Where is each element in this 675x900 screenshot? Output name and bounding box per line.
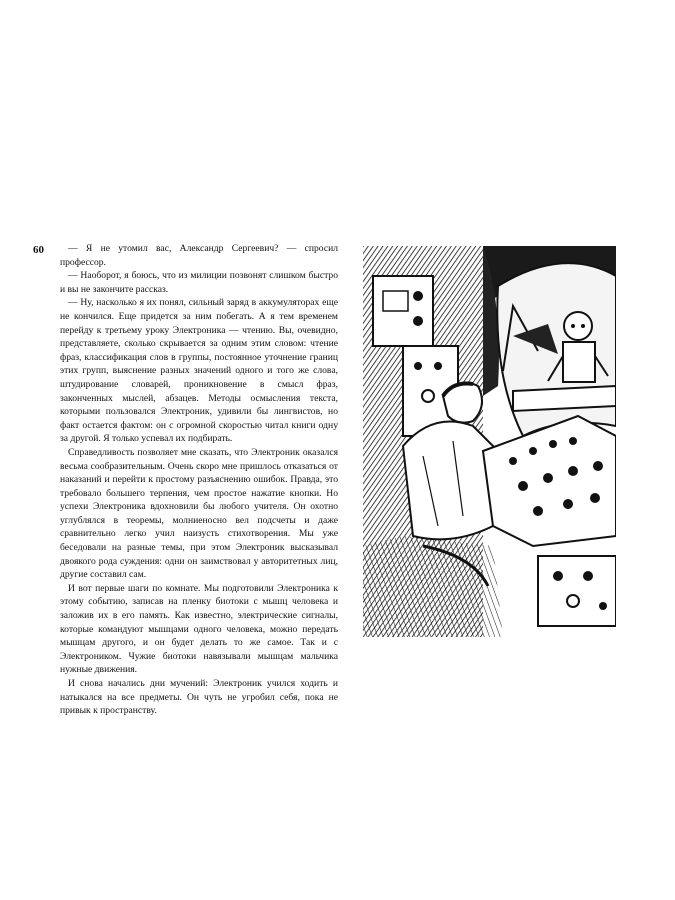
laboratory-scene-drawing	[363, 246, 616, 637]
illustration-engraving	[363, 246, 616, 637]
page-number: 60	[33, 244, 44, 256]
paragraph: — Я не утомил вас, Александр Сергеевич? — спросил профессор.	[60, 243, 338, 268]
paragraph: И вот первые шаги по комнате. Мы подготовили Электроника к этому событию, записав на пленку биотоки с мышц человека и заложив их в его память. Как известно, электрические сигналы, которые командуют мышцами одного человека, можно передать мышцам другого, и он будет делать то же самое. Так и с Электроником. Чужие биотоки навязывали мышцам мальчика нужные движения.	[60, 582, 338, 676]
text-column	[60, 242, 338, 718]
paragraph: И снова начались дни мучений: Электроник учился ходить и натыкался на все предметы. Он чуть не угробил себя, пока не привык к пространству.	[60, 678, 338, 717]
paragraph: Справедливость позволяет мне сказать, что Электроник оказался весьма сообразительным. Очень скоро мне пришлось отказаться от наказаний и перейти к простому разъяснению ошибок. Правда, это требовало большего терпения, чем простое нажатие кнопки. Но успехи Электроника вдохновили бы любого учителя. Он охотно углублялся в теоремы, молниеносно вел подсчеты и даже сравнительно легко учил наизусть стихотворения. Мы уже беседовали на разные темы, при этом Электроник высказывал двоякого рода суждения: одни он заимствовал у авторитетных лиц, другие составил сам.	[60, 446, 338, 581]
paragraph: — Ну, насколько я их понял, сильный заряд в аккумуляторах еще не кончился. Еще придется за ним побегать. А я тем временем перейду к третьему уроку Электроника — чтению. Вы, очевидно, представляете, сколько скрывается за одним этим словом: чтение фраз, классификация слов в группы, постоянное уточнение границ этих групп, выяснение разных значений одного и того же слова, штудирование словарей, проникновение в смысл фраз, законченных мыслей, абзацев. Методы осмысления текста, которыми пользовался Электроник, удивили бы лингвистов, но факт остается фактом: он с огромной скоростью читал книги одну за другой. Я только успевал их подбирать.	[60, 297, 338, 445]
paragraph: — Наоборот, я боюсь, что из милиции позвонят слишком быстро и вы не закончите рассказ.	[60, 270, 338, 295]
